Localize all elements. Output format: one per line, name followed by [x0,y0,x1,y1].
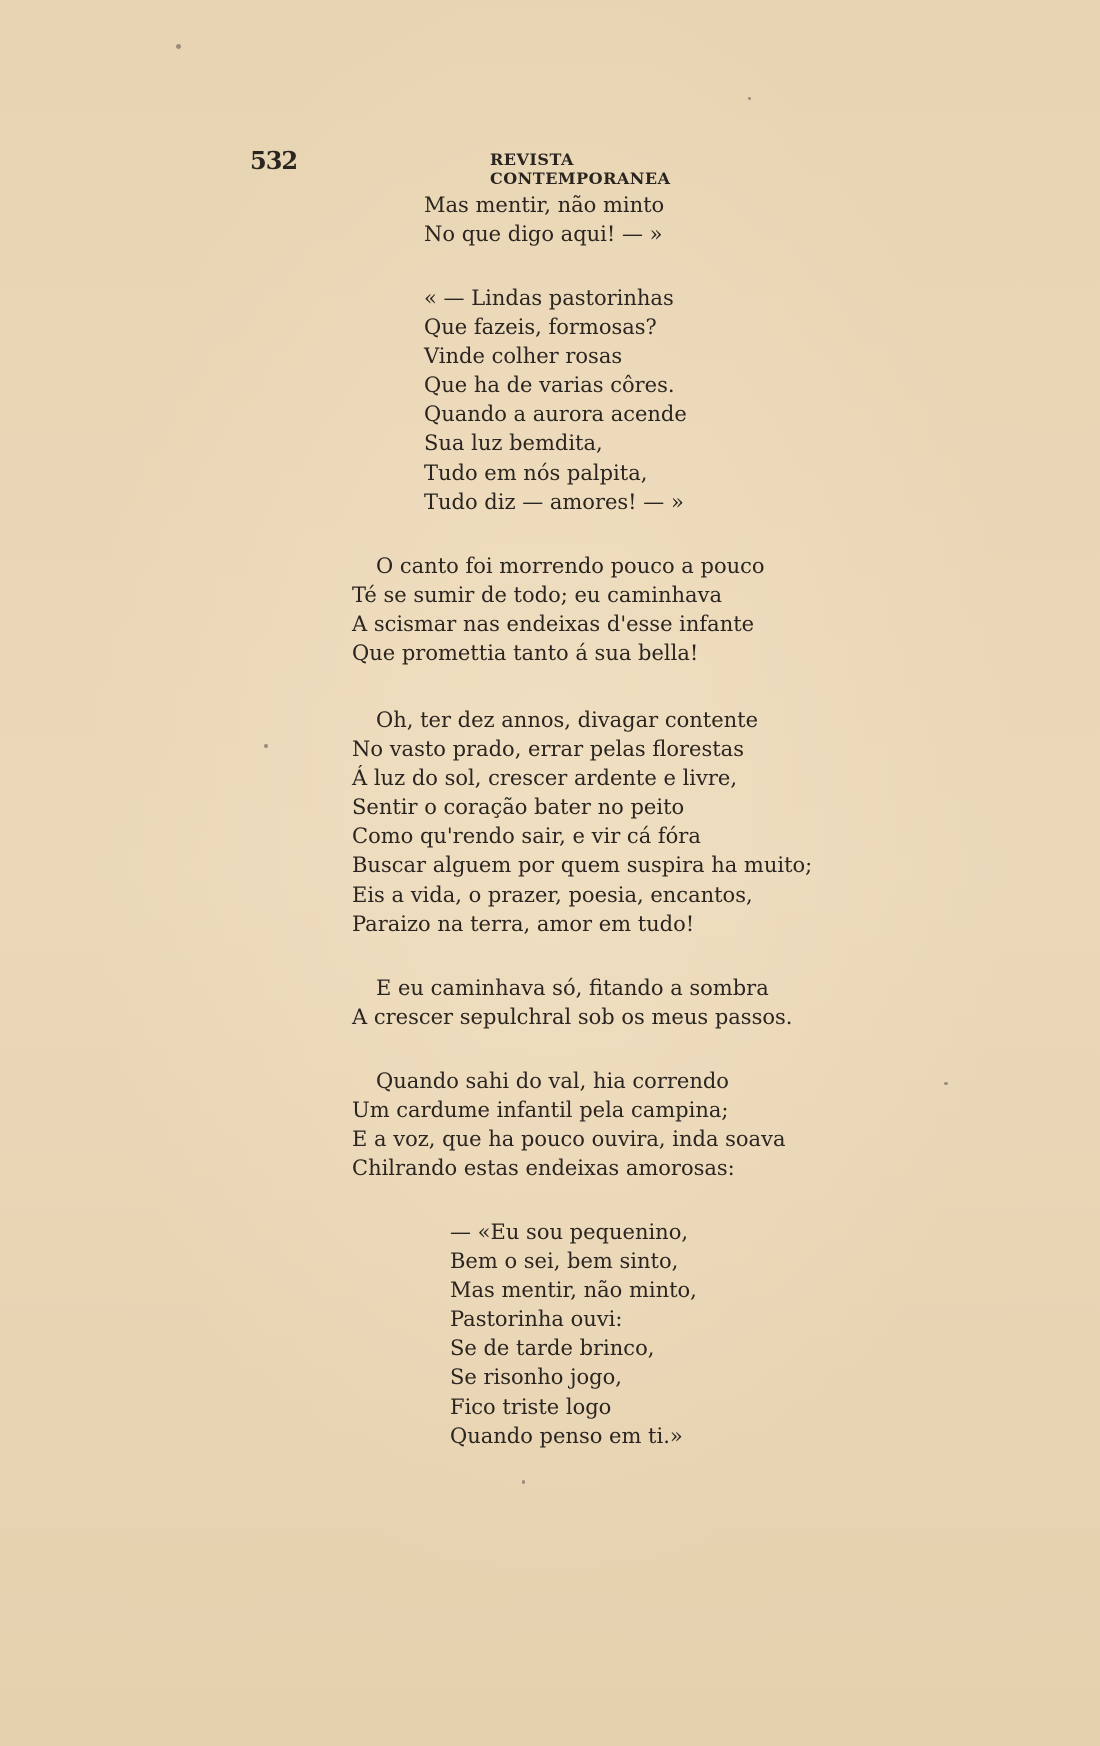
verse-line: « — Lindas pastorinhas [424,286,674,310]
paper-speck [748,97,751,100]
page-number: 532 [250,146,298,175]
stanza-2 [424,284,687,517]
verse-line: Se risonho jogo, [450,1365,622,1390]
stanza-1 [424,191,664,249]
paper-speck [522,1480,525,1484]
verse-line: Quando sahi do val, hia correndo [376,1069,729,1093]
running-title: REVISTA CONTEMPORANEA [490,150,671,188]
paper-speck [176,44,181,49]
verse-line: Sua luz bemdita, [424,431,603,456]
verse-line: Que promettia tanto á sua bella! [352,641,699,666]
verse-line: Pastorinha ouvi: [450,1307,623,1332]
verse-line: Bem o sei, bem sinto, [450,1249,679,1274]
verse-line: Que ha de varias côres. [424,373,675,398]
verse-line: Como qu'rendo sair, e vir cá fóra [352,824,701,849]
verse-line: Que fazeis, formosas? [424,315,657,340]
verse-line: Paraizo na terra, amor em tudo! [352,911,695,936]
verse-line: Tudo diz — amores! — » [424,489,684,514]
page-header [250,146,760,188]
verse-line: — «Eu sou pequenino, [450,1220,689,1244]
verse-line: Sentir o coração bater no peito [352,795,685,820]
verse-line: Quando penso em ti.» [450,1423,683,1448]
verse-line: Buscar alguem por quem suspira ha muito; [352,853,813,878]
verse-line: Mas mentir, não minto, [450,1278,697,1303]
verse-line: Chilrando estas endeixas amorosas: [352,1156,735,1181]
verse-line: Vinde colher rosas [424,344,623,369]
verse-line: Á luz do sol, crescer ardente e livre, [352,766,738,791]
stanza-6 [352,1067,785,1183]
stanza-5 [352,974,792,1032]
stanza-3 [352,552,765,668]
verse-line: Quando a aurora acende [424,402,687,427]
verse-line: Té se sumir de todo; eu caminhava [352,583,722,608]
verse-line: No vasto prado, errar pelas florestas [352,737,744,762]
verse-line: Eis a vida, o prazer, poesia, encantos, [352,882,753,907]
verse-line: Se de tarde brinco, [450,1336,655,1361]
paper-speck [944,1082,948,1085]
verse-line: Fico triste logo [450,1394,612,1419]
verse-line: E a voz, que ha pouco ouvira, inda soava [352,1127,786,1152]
verse-line: Tudo em nós palpita, [424,460,648,485]
verse-line: Mas mentir, não minto [424,193,665,217]
verse-line: A scismar nas endeixas d'esse infante [352,612,755,637]
verse-line: E eu caminhava só, fitando a sombra [376,976,769,1000]
stanza-7 [450,1218,697,1451]
verse-line: A crescer sepulchral sob os meus passos. [352,1005,793,1030]
stanza-4 [352,706,812,939]
verse-line: Um cardume infantil pela campina; [352,1098,729,1123]
verse-line: No que digo aqui! — » [424,222,663,247]
verse-line: Oh, ter dez annos, divagar contente [376,708,759,732]
paper-speck [264,744,268,748]
verse-line: O canto foi morrendo pouco a pouco [376,554,765,578]
